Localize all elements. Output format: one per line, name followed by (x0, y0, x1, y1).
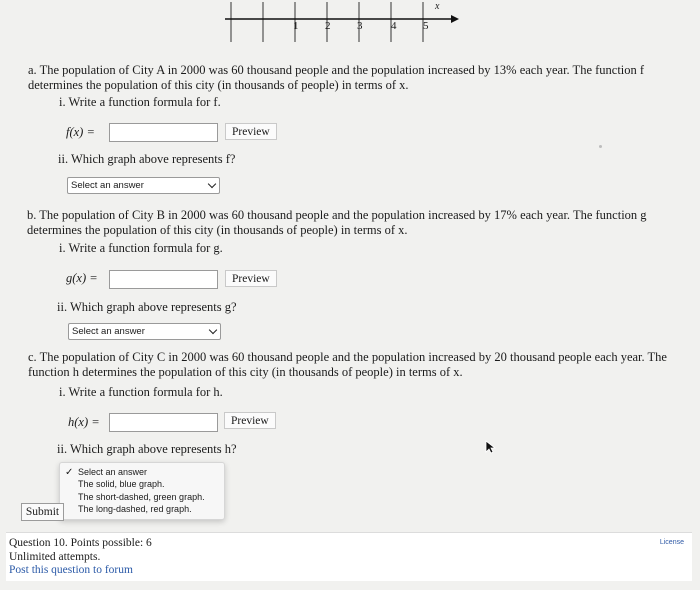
graph-gridlines (225, 2, 465, 44)
h-preview-button[interactable]: Preview (224, 412, 276, 429)
mouse-cursor-icon (485, 440, 497, 454)
attempts-info: Unlimited attempts. (9, 550, 101, 563)
points-possible: Question 10. Points possible: 6 (9, 537, 152, 549)
tick-label-3: 3 (357, 20, 363, 32)
part-a-text: a. The population of City A in 2000 was 60 thousand people and the population increased by 13% each year. The function f determines the population of this city (in thousands of people) in terms of x. (28, 63, 645, 92)
part-b-q1: i. Write a function formula for g. (59, 241, 223, 255)
chevron-down-icon (209, 326, 217, 334)
part-a-q1: i. Write a function formula for f. (59, 95, 221, 109)
part-c-text: c. The population of City C in 2000 was 60 thousand people and the population increased by 20 thousand people each year. The function h determines the population of this city (in thousands of people) in terms of x. (28, 350, 667, 379)
tick-label-4: 4 (391, 20, 397, 32)
g-graph-select-value: Select an answer (72, 326, 145, 337)
part-a-func-label: f(x) = (66, 125, 95, 139)
part-b-func-label: g(x) = (66, 271, 98, 285)
g-formula-input[interactable] (109, 270, 218, 289)
license-link[interactable]: License (659, 539, 684, 546)
g-graph-select[interactable] (68, 323, 221, 340)
f-preview-button[interactable]: Preview (225, 123, 277, 140)
post-to-forum-link[interactable]: Post this question to forum (9, 564, 133, 576)
part-c-q2: ii. Which graph above represents h? (57, 442, 237, 456)
h-option-long-dashed-red[interactable]: The long-dashed, red graph. (78, 504, 192, 514)
question-status-panel (6, 532, 692, 581)
part-b-q2: ii. Which graph above represents g? (57, 300, 237, 314)
f-graph-select[interactable] (67, 177, 220, 194)
h-option-select[interactable]: Select an answer (78, 467, 148, 477)
h-formula-input[interactable] (109, 413, 218, 432)
axis-var-label: x (435, 1, 440, 12)
tick-label-5: 5 (423, 20, 429, 32)
part-b-text: b. The population of City B in 2000 was 60 thousand people and the population increased by 17% each year. The function g determines the population of this city (in thousands of people) in terms of x. (27, 208, 647, 237)
f-formula-input[interactable] (109, 123, 218, 142)
submit-button[interactable]: Submit (21, 503, 64, 521)
h-option-short-dashed-green[interactable]: The short-dashed, green graph. (78, 492, 205, 502)
tick-label-1: 1 (293, 20, 299, 32)
part-c-q1: i. Write a function formula for h. (59, 385, 223, 399)
chevron-down-icon (208, 180, 216, 188)
graph-axis (225, 2, 465, 44)
h-graph-dropdown[interactable] (59, 462, 225, 520)
f-graph-select-value: Select an answer (71, 180, 144, 191)
tick-label-2: 2 (325, 20, 331, 32)
g-preview-button[interactable]: Preview (225, 270, 277, 287)
part-c-func-label: h(x) = (68, 415, 100, 429)
h-option-solid-blue[interactable]: The solid, blue graph. (78, 479, 165, 489)
part-a-q2: ii. Which graph above represents f? (58, 152, 236, 166)
stray-dot (599, 145, 602, 148)
checkmark-icon: ✓ (65, 467, 74, 478)
